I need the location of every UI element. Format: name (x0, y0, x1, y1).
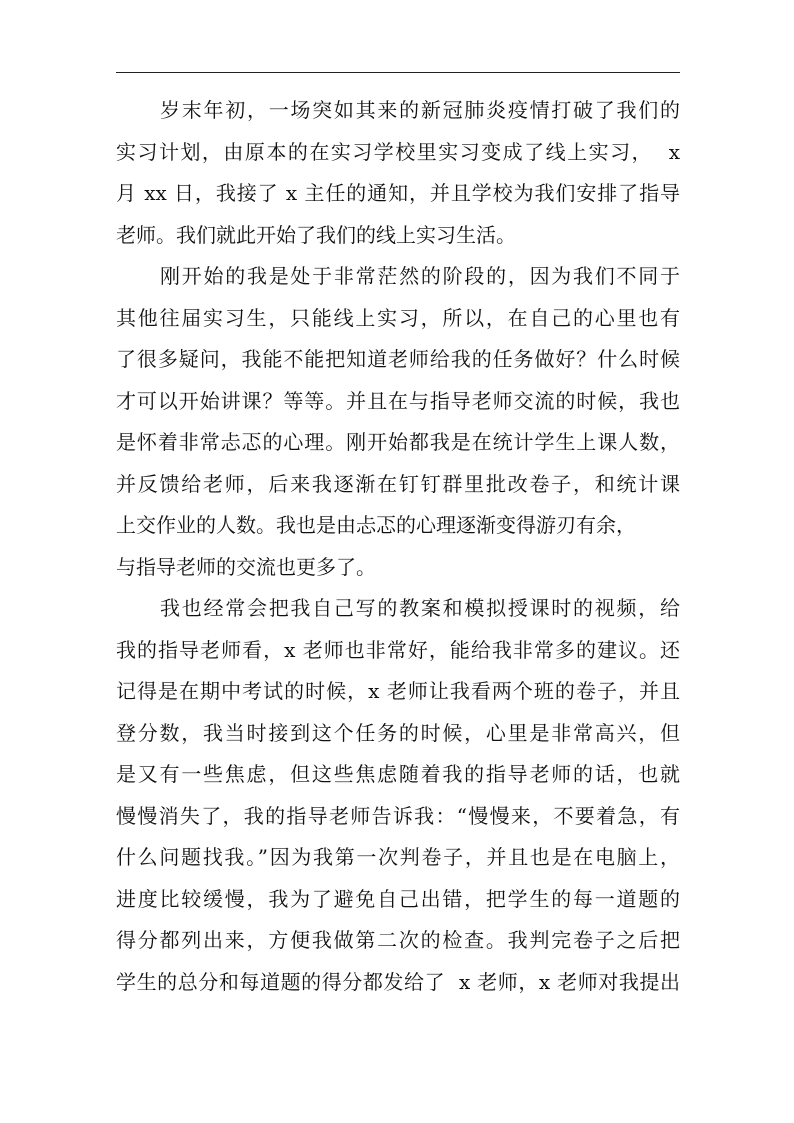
text-line: 其他往届实习生，只能线上实习，所以，在自己的心里也有 (116, 305, 680, 330)
text-line: 我也经常会把我自己写的教案和模拟授课时的视频，给 (160, 596, 680, 620)
text-line: 记得是在期中考试的时候，x 老师让我看两个班的卷子，并且 (116, 679, 680, 703)
text-line: 得分都列出来，方便我做第二次的检查。我判完卷子之后把 (116, 928, 680, 952)
text-line: 岁末年初，一场突如其来的新冠肺炎疫情打破了我们的 (160, 98, 680, 122)
text-line: 才可以开始讲课？等等。并且在与指导老师交流的时候，我也 (116, 388, 680, 413)
text-line: 老师。我们就此开始了我们的线上实习生活。 (116, 222, 516, 247)
text-line: 是又有一些焦虑，但这些焦虑随着我的指导老师的话，也就 (116, 762, 680, 786)
text-line: 实习计划，由原本的在实习学校里实习变成了线上实习， x (116, 139, 680, 164)
text-line: 学生的总分和每道题的得分都发给了 x 老师，x 老师对我提出 (116, 969, 680, 994)
document-body (116, 90, 680, 1003)
text-line: 是怀着非常忐忑的心理。刚开始都我是在统计学生上课人数， (116, 430, 680, 454)
text-line: 登分数，我当时接到这个任务的时候，心里是非常高兴，但 (116, 720, 680, 745)
text-line: 与指导老师的交流也更多了。 (116, 554, 376, 579)
text-line: 了很多疑问，我能不能把知道老师给我的任务做好？什么时候 (116, 347, 680, 371)
text-line: 刚开始的我是处于非常茫然的阶段的，因为我们不同于 (160, 264, 680, 288)
text-line: 慢慢消失了，我的指导老师告诉我：“慢慢来，不要着急，有 (116, 803, 680, 828)
text-line: 并反馈给老师，后来我逐渐在钉钉群里批改卷子，和统计课 (116, 471, 680, 496)
text-line: 进度比较缓慢，我为了避免自己出错，把学生的每一道题的 (116, 886, 680, 911)
text-line: 月 xx 日，我接了 x 主任的通知，并且学校为我们安排了指导 (116, 181, 680, 205)
text-line: 什么问题找我。”因为我第一次判卷子，并且也是在电脑上， (116, 845, 680, 869)
header-divider (116, 72, 680, 73)
text-line: 上交作业的人数。我也是由忐忑的心理逐渐变得游刃有余， (116, 513, 636, 537)
text-line: 我的指导老师看，x 老师也非常好，能给我非常多的建议。还 (116, 637, 680, 662)
